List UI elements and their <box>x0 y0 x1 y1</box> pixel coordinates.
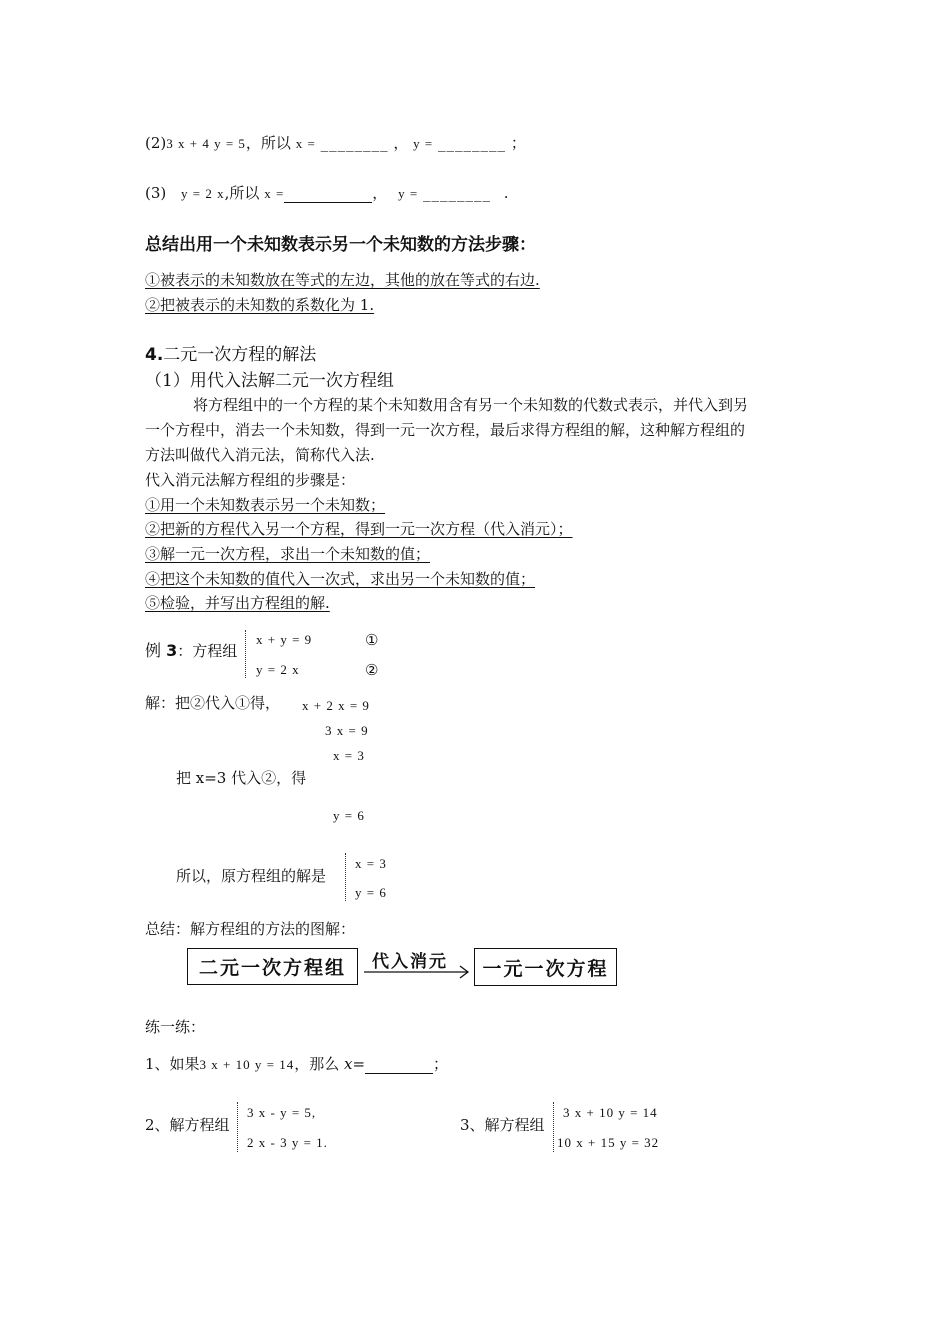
question-3-so: ,所以 <box>224 184 260 202</box>
practice-title: 练一练： <box>145 1018 206 1036</box>
substitute-text: 把 x=3 代入②，得 <box>176 769 307 787</box>
solution-step-2: 3 x = 9 <box>325 723 369 738</box>
solution-step-3: x = 3 <box>333 748 365 763</box>
diagram-summary: 总结：解方程组的方法的图解： <box>145 920 356 938</box>
definition-line-3: 方法叫做代入消元法，简称代入法. <box>145 446 375 464</box>
practice-q1-prefix: 1、如果 <box>145 1055 200 1073</box>
answer-brace <box>345 853 348 901</box>
question-2-y-blank[interactable]: ________ <box>438 134 507 152</box>
box-two-variable-system: 二元一次方程组 <box>187 948 358 985</box>
question-2-x-blank[interactable]: ________ <box>320 134 389 152</box>
box-single-variable-equation: 一元一次方程 <box>474 948 617 986</box>
practice-q2-brace <box>237 1102 240 1152</box>
practice-q2-label: 2、解方程组 <box>145 1116 230 1134</box>
question-3-label: (3) <box>145 184 167 202</box>
arrow-label: 代入消元 <box>372 952 448 972</box>
section-4-heading <box>145 340 316 365</box>
step-item: ④把这个未知数的值代入一次式，求出另一个未知数的值； <box>145 570 536 588</box>
question-3-equation: y = 2 x <box>181 186 225 201</box>
step-item: ③解一元一次方程，求出一个未知数的值； <box>145 545 431 563</box>
question-2-row <box>145 132 526 153</box>
steps-title: 代入消元法解方程组的步骤是： <box>145 471 356 489</box>
question-3-y-blank[interactable]: ________ <box>422 184 491 202</box>
example-equation-1: x + y = 9 <box>256 632 313 647</box>
system-brace <box>245 630 248 678</box>
question-2-x-equals: x = <box>295 136 316 151</box>
practice-q1-variable: x <box>344 1055 353 1073</box>
practice-q1-then: ，那么 <box>294 1055 344 1073</box>
practice-q1-blank[interactable] <box>365 1059 433 1074</box>
question-3-comma: ， <box>372 184 388 202</box>
solution-step-1: x + 2 x = 9 <box>302 698 370 713</box>
right-arrow-icon <box>364 964 472 980</box>
section-4-title: 二元一次方程的解法 <box>163 345 317 365</box>
practice-q1 <box>145 1053 448 1074</box>
section-4-subheading: （1）用代入法解二元一次方程组 <box>145 371 394 391</box>
summary-step-2: ②把被表示的未知数的系数化为 1. <box>145 296 375 314</box>
solution-step-4: y = 6 <box>333 808 365 823</box>
answer-intro: 所以，原方程组的解是 <box>176 867 327 885</box>
answer-x: x = 3 <box>355 856 387 871</box>
practice-q2-equation-1: 3 x - y = 5, <box>247 1105 317 1120</box>
summary-title: 总结出用一个未知数表示另一个未知数的方法步骤： <box>145 235 536 255</box>
practice-q3-label: 3、解方程组 <box>460 1116 545 1134</box>
step-item: ②把新的方程代入另一个方程，得到一元一次方程（代入消元）； <box>145 520 573 538</box>
equation-marker-1: ① <box>365 631 379 649</box>
question-2-label: (2) <box>145 134 167 152</box>
practice-q3-brace <box>553 1102 556 1152</box>
question-3-x-equals: x = <box>264 186 285 201</box>
question-3-row <box>145 182 509 203</box>
answer-y: y = 6 <box>355 885 387 900</box>
practice-q3-equation-2: 10 x + 15 y = 32 <box>557 1135 660 1150</box>
definition-line-1: 将方程组中的一个方程的某个未知数用含有另一个未知数的代数式表示，并代入到另 <box>193 396 749 414</box>
example-equation-2: y = 2 x <box>256 662 300 677</box>
question-2-comma: ， <box>393 134 409 152</box>
example-label-suffix: ：方程组 <box>177 642 238 660</box>
example-3-label <box>145 638 237 661</box>
step-item: ①用一个未知数表示另一个未知数； <box>145 496 386 514</box>
practice-q1-equation: 3 x + 10 y = 14 <box>199 1057 295 1072</box>
practice-q1-equals: = <box>352 1055 366 1073</box>
question-2-y-equals: y = <box>413 136 434 151</box>
definition-line-2: 一个方程中，消去一个未知数，得到一元一次方程，最后求得方程组的解，这种解方程组的 <box>145 421 746 439</box>
practice-q2-equation-2: 2 x - 3 y = 1. <box>247 1135 328 1150</box>
section-4-number: 4. <box>145 345 164 365</box>
question-2-end: ； <box>510 134 526 152</box>
equation-marker-2: ② <box>365 661 379 679</box>
question-2-so: ，所以 <box>245 134 291 152</box>
step-item: ⑤检验，并写出方程组的解. <box>145 594 330 612</box>
practice-q1-end: ； <box>433 1055 449 1073</box>
example-number: 3 <box>166 641 178 660</box>
question-2-equation: 3 x + 4 y = 5 <box>166 136 246 151</box>
question-3-x-blank[interactable] <box>284 188 372 203</box>
summary-step-1: ①被表示的未知数放在等式的左边，其他的放在等式的右边. <box>145 271 540 289</box>
question-3-y-equals: y = <box>398 186 419 201</box>
question-3-end: . <box>503 184 509 202</box>
example-label-prefix: 例 <box>145 641 167 660</box>
solution-intro: 解：把②代入①得， <box>145 694 281 712</box>
practice-q3-equation-1: 3 x + 10 y = 14 <box>563 1105 658 1120</box>
